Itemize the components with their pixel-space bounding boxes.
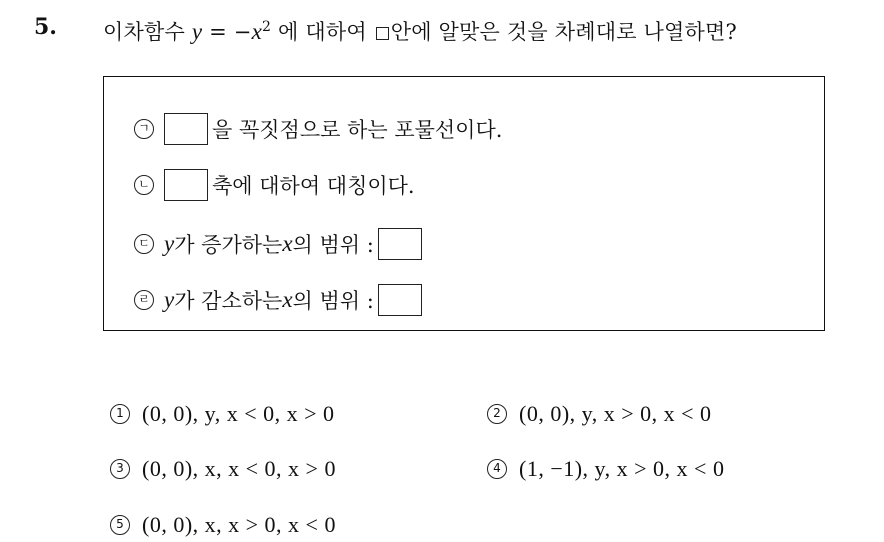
condition-mark-3: ㄷ — [134, 234, 154, 254]
question-text — [103, 16, 737, 46]
condition-mark-1: ㄱ — [134, 119, 154, 139]
choice-text-5: (0, 0), x, x > 0, x < 0 — [142, 512, 336, 537]
condition-4-tail: 의 범위 : — [292, 289, 374, 313]
condition-mark-4: ㄹ — [134, 290, 154, 310]
condition-text-2: 축에 대하여 대칭이다. — [212, 174, 415, 198]
choice-text-3: (0, 0), x, x < 0, x > 0 — [142, 456, 336, 481]
choice-number-3: 3 — [110, 459, 130, 479]
condition-4-y: y — [164, 287, 175, 312]
condition-2 — [134, 169, 415, 201]
choice-3[interactable] — [110, 456, 336, 482]
choice-1[interactable] — [110, 401, 335, 427]
choice-5[interactable] — [110, 512, 336, 538]
condition-3-y: y — [164, 231, 175, 256]
formula-exponent: 2 — [262, 19, 272, 35]
condition-1 — [134, 113, 502, 145]
choice-text-4: (1, −1), y, x > 0, x < 0 — [519, 456, 725, 481]
answer-blank-4[interactable] — [378, 284, 422, 316]
answer-blank-1[interactable] — [164, 113, 208, 145]
choice-number-2: 2 — [487, 404, 507, 424]
question-number: 5. — [34, 14, 57, 40]
choice-4[interactable] — [487, 456, 724, 482]
small-square-icon — [376, 27, 389, 40]
choice-number-1: 1 — [110, 404, 130, 424]
question-text-before: 이차함수 — [103, 20, 192, 44]
choice-number-4: 4 — [487, 459, 507, 479]
question-text-end: 안에 알맞은 것을 차례대로 나열하면? — [390, 20, 737, 44]
condition-3-mid: 가 증가하는 — [174, 233, 283, 257]
formula-equals: = − — [202, 20, 252, 44]
condition-text-1: 을 꼭짓점으로 하는 포물선이다. — [212, 118, 503, 142]
condition-3-x: x — [282, 231, 293, 256]
formula-x: x — [251, 19, 263, 44]
formula-y: y — [191, 19, 203, 44]
condition-4-mid: 가 감소하는 — [174, 289, 283, 313]
choice-number-5: 5 — [110, 515, 130, 535]
choice-text-1: (0, 0), y, x < 0, x > 0 — [142, 401, 335, 426]
answer-blank-2[interactable] — [164, 169, 208, 201]
condition-4 — [134, 284, 426, 316]
condition-mark-2: ㄴ — [134, 175, 154, 195]
choice-text-2: (0, 0), y, x > 0, x < 0 — [519, 401, 712, 426]
choice-2[interactable] — [487, 401, 712, 427]
answer-blank-3[interactable] — [378, 228, 422, 260]
condition-3-tail: 의 범위 : — [292, 233, 374, 257]
condition-4-x: x — [282, 287, 293, 312]
question-text-middle: 에 대하여 — [271, 20, 374, 44]
condition-3 — [134, 228, 426, 260]
